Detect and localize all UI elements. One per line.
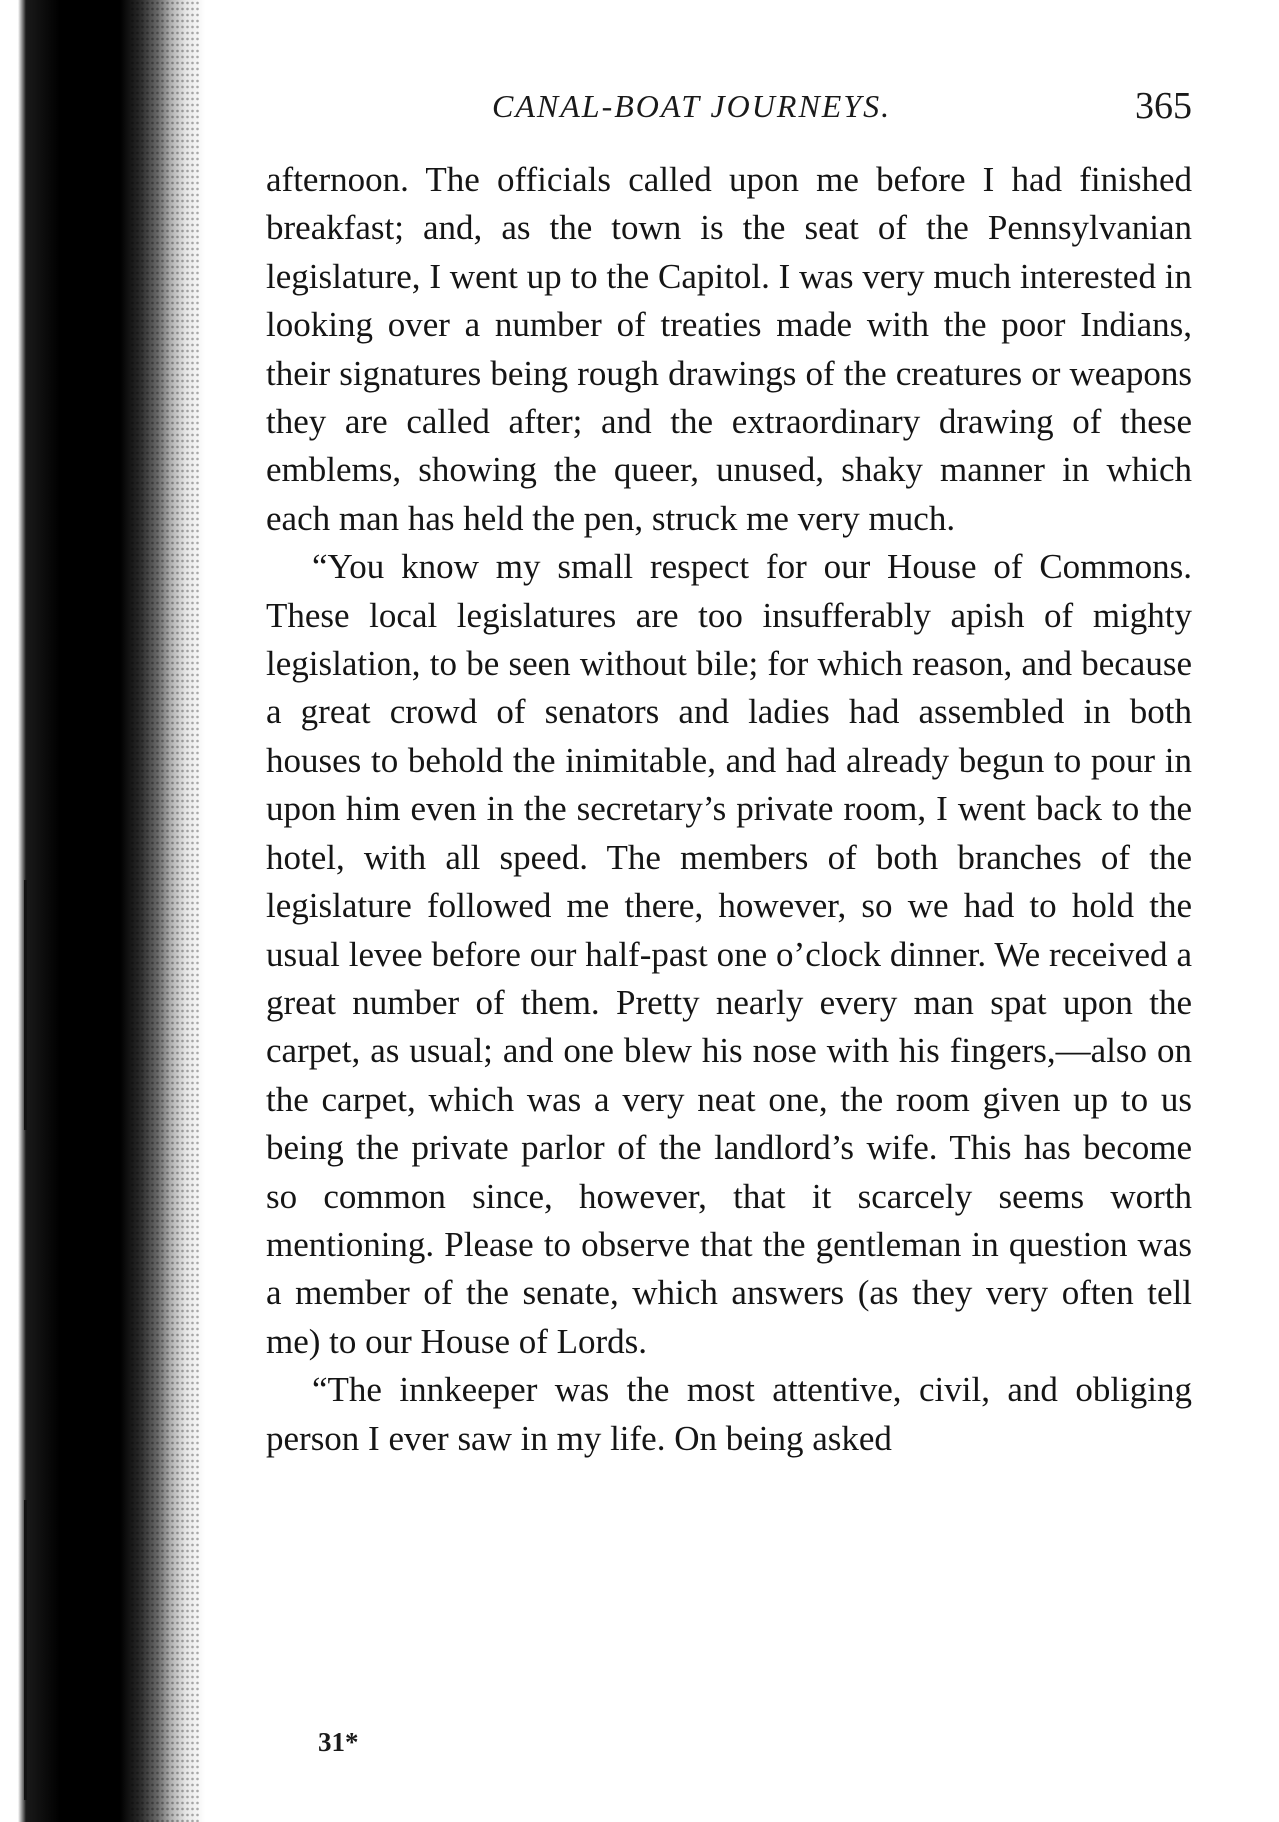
paragraph-innkeeper: “The innkeeper was the most attentive, civil, and obliging person I ever saw in my life. On being asked [266,1370,1192,1458]
gutter-mark [24,880,27,1130]
body-text [266,156,1192,1463]
binding-gutter-noise [130,0,200,1822]
page-header [262,82,1192,142]
running-head: CANAL-BOAT JOURNEYS. [492,88,892,124]
signature-mark: 31* [318,1727,359,1757]
gutter-mark [24,1500,27,1800]
page-number: 365 [1135,85,1192,127]
paragraph-continuation: afternoon. The officials called upon me before I had finished breakfast; and, as the town is the seat of the Pennsylvanian legislature, I went up to the Capitol. I was very much interested in looking over a number of treaties made with the poor Indians, their signatures being rough drawings of the creatures or weapons they are called after; and the extraordinary drawing of these emblems, showing the queer, unused, shaky manner in which each man has held the pen, struck me very much. [266,160,1192,538]
paragraph-house-of-commons: “You know my small respect for our House of Commons. These local legislatures are too insufferably apish of mighty legislation, to be seen without bile; for which reason, and because a great crowd of senators and ladies had assembled in both houses to behold the inimitable, and had already begun to pour in upon him even in the secretary’s private room, I went back to the hotel, with all speed. The members of both branches of the legislature followed me there, however, so we had to hold the usual levee before our half-past one o’clock dinner. We received a great number of them. Pretty nearly every man spat upon the carpet, as usual; and one blew his nose with his fingers,—also on the carpet, which was a very neat one, the room given up to us being the private parlor of the landlord’s wife. This has become so common since, however, that it scarcely seems worth mentioning. Please to observe that the gentleman in question was a member of the senate, which answers (as they very often tell me) to our House of Lords. [266,547,1192,1361]
